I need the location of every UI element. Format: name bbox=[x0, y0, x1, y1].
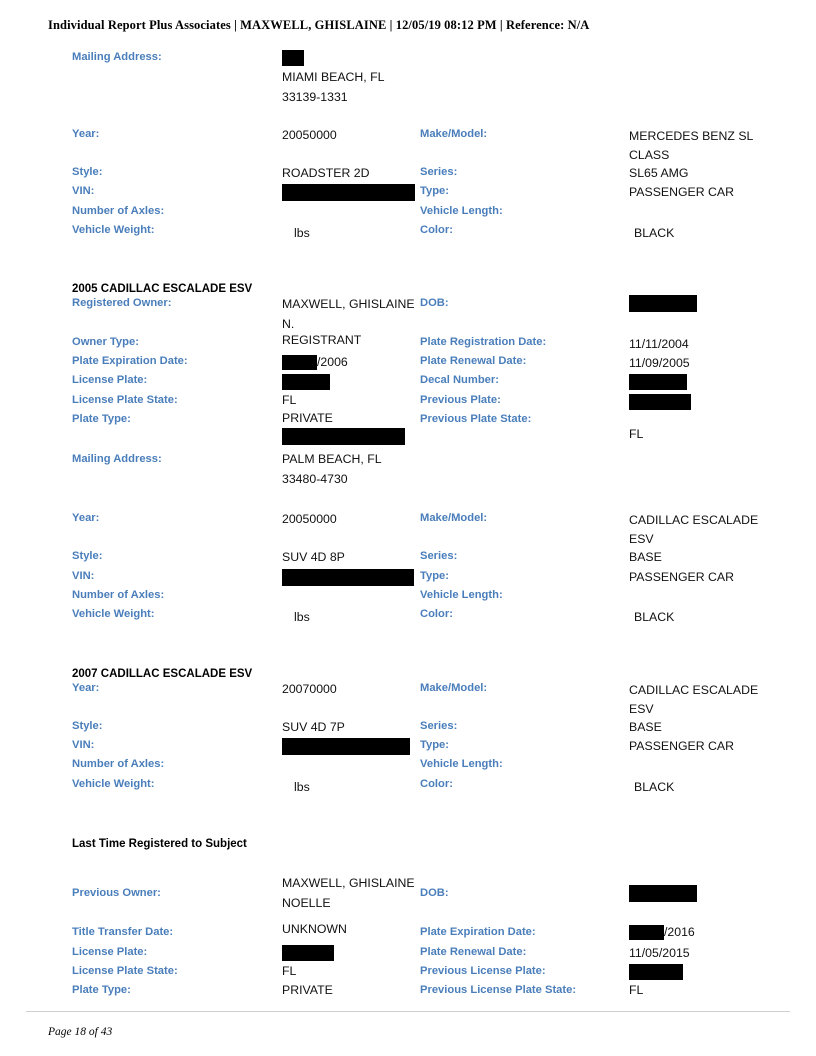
owner-type-row bbox=[72, 332, 790, 355]
style-label: Style: bbox=[72, 166, 103, 179]
color-label: Color: bbox=[420, 224, 453, 237]
plate-expiration-redaction-bar bbox=[282, 355, 317, 370]
style-label-2: Style: bbox=[72, 550, 103, 563]
vin-type-row bbox=[72, 185, 790, 204]
number-of-axles-label-2: Number of Axles: bbox=[72, 588, 165, 601]
series-value: SL65 AMG bbox=[629, 166, 689, 181]
owner-type-value: REGISTRANT bbox=[282, 332, 362, 347]
vehicle-length-label-3: Vehicle Length: bbox=[420, 758, 503, 771]
type-value-2: PASSENGER CAR bbox=[629, 569, 735, 584]
vehicle-weight-value-2: lbs bbox=[294, 610, 310, 625]
vehicle-weight-label-3: Vehicle Weight: bbox=[72, 777, 155, 790]
make-model-value: MERCEDES BENZ SL CLASS bbox=[629, 128, 753, 163]
weight-color-row-3 bbox=[72, 778, 790, 797]
plate-type-value: PRIVATE bbox=[282, 410, 333, 425]
mailing-address-zip-row bbox=[72, 90, 790, 109]
last-registered-title: Last Time Registered to Subject bbox=[72, 838, 247, 851]
previous-plate-redaction-bar bbox=[629, 394, 691, 410]
mailing-address-city-row bbox=[72, 70, 790, 89]
style-value-3: SUV 4D 7P bbox=[282, 719, 345, 734]
title-transfer-date-value: UNKNOWN bbox=[282, 922, 347, 937]
series-label: Series: bbox=[420, 166, 458, 179]
plate-expiration-date-label: Plate Expiration Date: bbox=[72, 354, 188, 367]
plate-registration-date-value: 11/11/2004 bbox=[629, 336, 689, 351]
previous-license-plate-state-label: Previous License Plate State: bbox=[420, 984, 577, 997]
vin-type-row-2 bbox=[72, 570, 790, 589]
color-label-3: Color: bbox=[420, 777, 453, 790]
vehicle-weight-value-3: lbs bbox=[294, 779, 310, 794]
style-value: ROADSTER 2D bbox=[282, 166, 370, 181]
mailing-address-label-2: Mailing Address: bbox=[72, 453, 162, 466]
plate-type-previous-state-row bbox=[72, 410, 790, 441]
plate-expiration-date-label-2: Plate Expiration Date: bbox=[420, 926, 536, 939]
axles-length-row-2 bbox=[72, 589, 790, 608]
vehicle-2-block bbox=[72, 297, 790, 627]
year-value-2: 20050000 bbox=[282, 512, 337, 527]
plate-state-previous-row bbox=[72, 394, 790, 413]
redaction-bar bbox=[282, 50, 304, 66]
vin-redaction-bar-2 bbox=[282, 569, 414, 586]
vehicle-length-label-2: Vehicle Length: bbox=[420, 588, 503, 601]
dob-label: DOB: bbox=[420, 297, 449, 310]
footer-divider bbox=[26, 1011, 790, 1012]
vehicle-3-block bbox=[72, 682, 790, 797]
number-of-axles-label-3: Number of Axles: bbox=[72, 758, 165, 771]
color-value-2: BLACK bbox=[634, 610, 675, 625]
previous-owner-value: MAXWELL, GHISLAINE NOELLE bbox=[282, 876, 415, 910]
year-value-3: 20070000 bbox=[282, 681, 337, 696]
plate-expiration-date-value: /2006 bbox=[317, 354, 348, 369]
type-label-3: Type: bbox=[420, 739, 450, 752]
previous-owner-row bbox=[72, 876, 790, 910]
make-model-value-2: CADILLAC ESCALADE ESV bbox=[629, 513, 759, 547]
decal-number-redaction-bar bbox=[629, 374, 687, 390]
color-label-2: Color: bbox=[420, 608, 453, 621]
title-transfer-row bbox=[72, 922, 790, 945]
license-plate-renewal-row bbox=[72, 946, 790, 965]
weight-color-row bbox=[72, 224, 790, 243]
type-label: Type: bbox=[420, 185, 450, 198]
title-transfer-date-label: Title Transfer Date: bbox=[72, 926, 174, 939]
vin-redaction-bar bbox=[282, 184, 415, 201]
series-label-2: Series: bbox=[420, 550, 458, 563]
type-value: PASSENGER CAR bbox=[629, 185, 735, 200]
style-series-row-2 bbox=[72, 550, 790, 569]
decal-number-label: Decal Number: bbox=[420, 374, 499, 387]
type-value-3: PASSENGER CAR bbox=[629, 739, 735, 754]
license-plate-decal-row bbox=[72, 374, 790, 393]
plate-state-prev-plate-row bbox=[72, 965, 790, 984]
vehicle-weight-label-2: Vehicle Weight: bbox=[72, 608, 155, 621]
weight-color-row-2 bbox=[72, 608, 790, 627]
vin-label-3: VIN: bbox=[72, 739, 95, 752]
style-series-row bbox=[72, 166, 790, 185]
vin-type-row-3 bbox=[72, 739, 790, 758]
dob-label-2: DOB: bbox=[420, 887, 449, 900]
plate-expiration-date-value-2: /2016 bbox=[664, 925, 695, 940]
license-plate-redaction-bar bbox=[282, 374, 330, 390]
style-value-2: SUV 4D 8P bbox=[282, 550, 345, 565]
address-redaction-bar bbox=[282, 428, 405, 445]
style-label-3: Style: bbox=[72, 719, 103, 732]
previous-plate-state-label: Previous Plate State: bbox=[420, 412, 532, 425]
last-registered-block bbox=[72, 878, 790, 1003]
plate-renewal-date-value-2: 11/05/2015 bbox=[629, 945, 690, 960]
color-value: BLACK bbox=[634, 226, 675, 241]
previous-license-plate-redaction-bar bbox=[629, 964, 683, 980]
mailing-address-city-2: PALM BEACH, FL bbox=[282, 452, 382, 467]
series-value-2: BASE bbox=[629, 550, 662, 565]
license-plate-state-label: License Plate State: bbox=[72, 393, 178, 406]
vehicle-2-title: 2005 CADILLAC ESCALADE ESV bbox=[72, 283, 253, 296]
license-plate-label: License Plate: bbox=[72, 374, 148, 387]
previous-owner-label: Previous Owner: bbox=[72, 887, 161, 900]
plate-type-label: Plate Type: bbox=[72, 412, 131, 425]
previous-plate-state-value: FL bbox=[629, 426, 644, 441]
registered-owner-row bbox=[72, 297, 790, 331]
mailing-address-city: MIAMI BEACH, FL bbox=[282, 70, 385, 85]
mailing-address-row-2 bbox=[72, 453, 790, 472]
make-model-label-3: Make/Model: bbox=[420, 681, 488, 694]
year-label-3: Year: bbox=[72, 681, 100, 694]
dob-redaction-bar-2 bbox=[629, 885, 697, 902]
axles-length-row bbox=[72, 205, 790, 224]
plate-renewal-date-label: Plate Renewal Date: bbox=[420, 354, 527, 367]
make-model-value-3: CADILLAC ESCALADE ESV bbox=[629, 682, 759, 716]
license-plate-redaction-bar-2 bbox=[282, 945, 334, 961]
series-value-3: BASE bbox=[629, 719, 662, 734]
year-make-row-3 bbox=[72, 681, 790, 716]
registered-owner-value: MAXWELL, GHISLAINE N. bbox=[282, 297, 415, 331]
plate-type-prev-state-row bbox=[72, 984, 790, 1003]
vehicle-weight-label: Vehicle Weight: bbox=[72, 224, 155, 237]
mailing-address-zip-row-2 bbox=[72, 473, 790, 492]
plate-type-label-2: Plate Type: bbox=[72, 984, 131, 997]
vin-label: VIN: bbox=[72, 185, 95, 198]
license-plate-state-value-2: FL bbox=[282, 963, 297, 978]
registered-owner-label: Registered Owner: bbox=[72, 297, 172, 310]
document-header: Individual Report Plus Associates | MAXWELL, GHISLAINE | 12/05/19 08:12 PM | Reference: N/A bbox=[48, 18, 590, 32]
number-of-axles-label: Number of Axles: bbox=[72, 204, 165, 217]
vin-redaction-bar-3 bbox=[282, 738, 410, 755]
make-model-label: Make/Model: bbox=[420, 127, 488, 140]
mailing-address-zip: 33139-1331 bbox=[282, 89, 348, 104]
previous-license-plate-label: Previous License Plate: bbox=[420, 964, 546, 977]
make-model-label-2: Make/Model: bbox=[420, 512, 488, 525]
year-label: Year: bbox=[72, 127, 100, 140]
mailing-address-zip-2: 33480-4730 bbox=[282, 471, 348, 486]
address-redaction-row bbox=[72, 432, 790, 451]
mailing-address-label: Mailing Address: bbox=[72, 51, 162, 63]
plate-expiration-redaction-bar-2 bbox=[629, 925, 664, 940]
owner-type-label: Owner Type: bbox=[72, 335, 139, 348]
page-footer: Page 18 of 43 bbox=[48, 1026, 113, 1038]
license-plate-label-2: License Plate: bbox=[72, 945, 148, 958]
license-plate-state-value: FL bbox=[282, 392, 297, 407]
plate-type-value-2: PRIVATE bbox=[282, 983, 333, 998]
plate-renewal-date-value: 11/09/2005 bbox=[629, 355, 690, 370]
style-series-row-3 bbox=[72, 720, 790, 739]
vehicle-weight-value: lbs bbox=[294, 226, 310, 241]
color-value-3: BLACK bbox=[634, 779, 675, 794]
plate-renewal-date-label-2: Plate Renewal Date: bbox=[420, 945, 527, 958]
mailing-address-row bbox=[72, 51, 790, 70]
type-label-2: Type: bbox=[420, 569, 450, 582]
vin-label-2: VIN: bbox=[72, 569, 95, 582]
vehicle-3-title: 2007 CADILLAC ESCALADE ESV bbox=[72, 667, 253, 680]
previous-plate-label: Previous Plate: bbox=[420, 393, 501, 406]
axles-length-row-3 bbox=[72, 758, 790, 777]
year-value: 20050000 bbox=[282, 127, 337, 142]
plate-registration-date-label: Plate Registration Date: bbox=[420, 335, 547, 348]
license-plate-state-label-2: License Plate State: bbox=[72, 964, 178, 977]
previous-license-plate-state-value: FL bbox=[629, 983, 644, 998]
vehicle-1-block bbox=[72, 51, 790, 243]
vehicle-length-label: Vehicle Length: bbox=[420, 204, 503, 217]
series-label-3: Series: bbox=[420, 719, 458, 732]
year-make-row-2 bbox=[72, 512, 790, 547]
year-make-row bbox=[72, 127, 790, 163]
year-label-2: Year: bbox=[72, 512, 100, 525]
plate-expiration-renewal-row bbox=[72, 355, 790, 374]
dob-redaction-bar bbox=[629, 295, 697, 312]
